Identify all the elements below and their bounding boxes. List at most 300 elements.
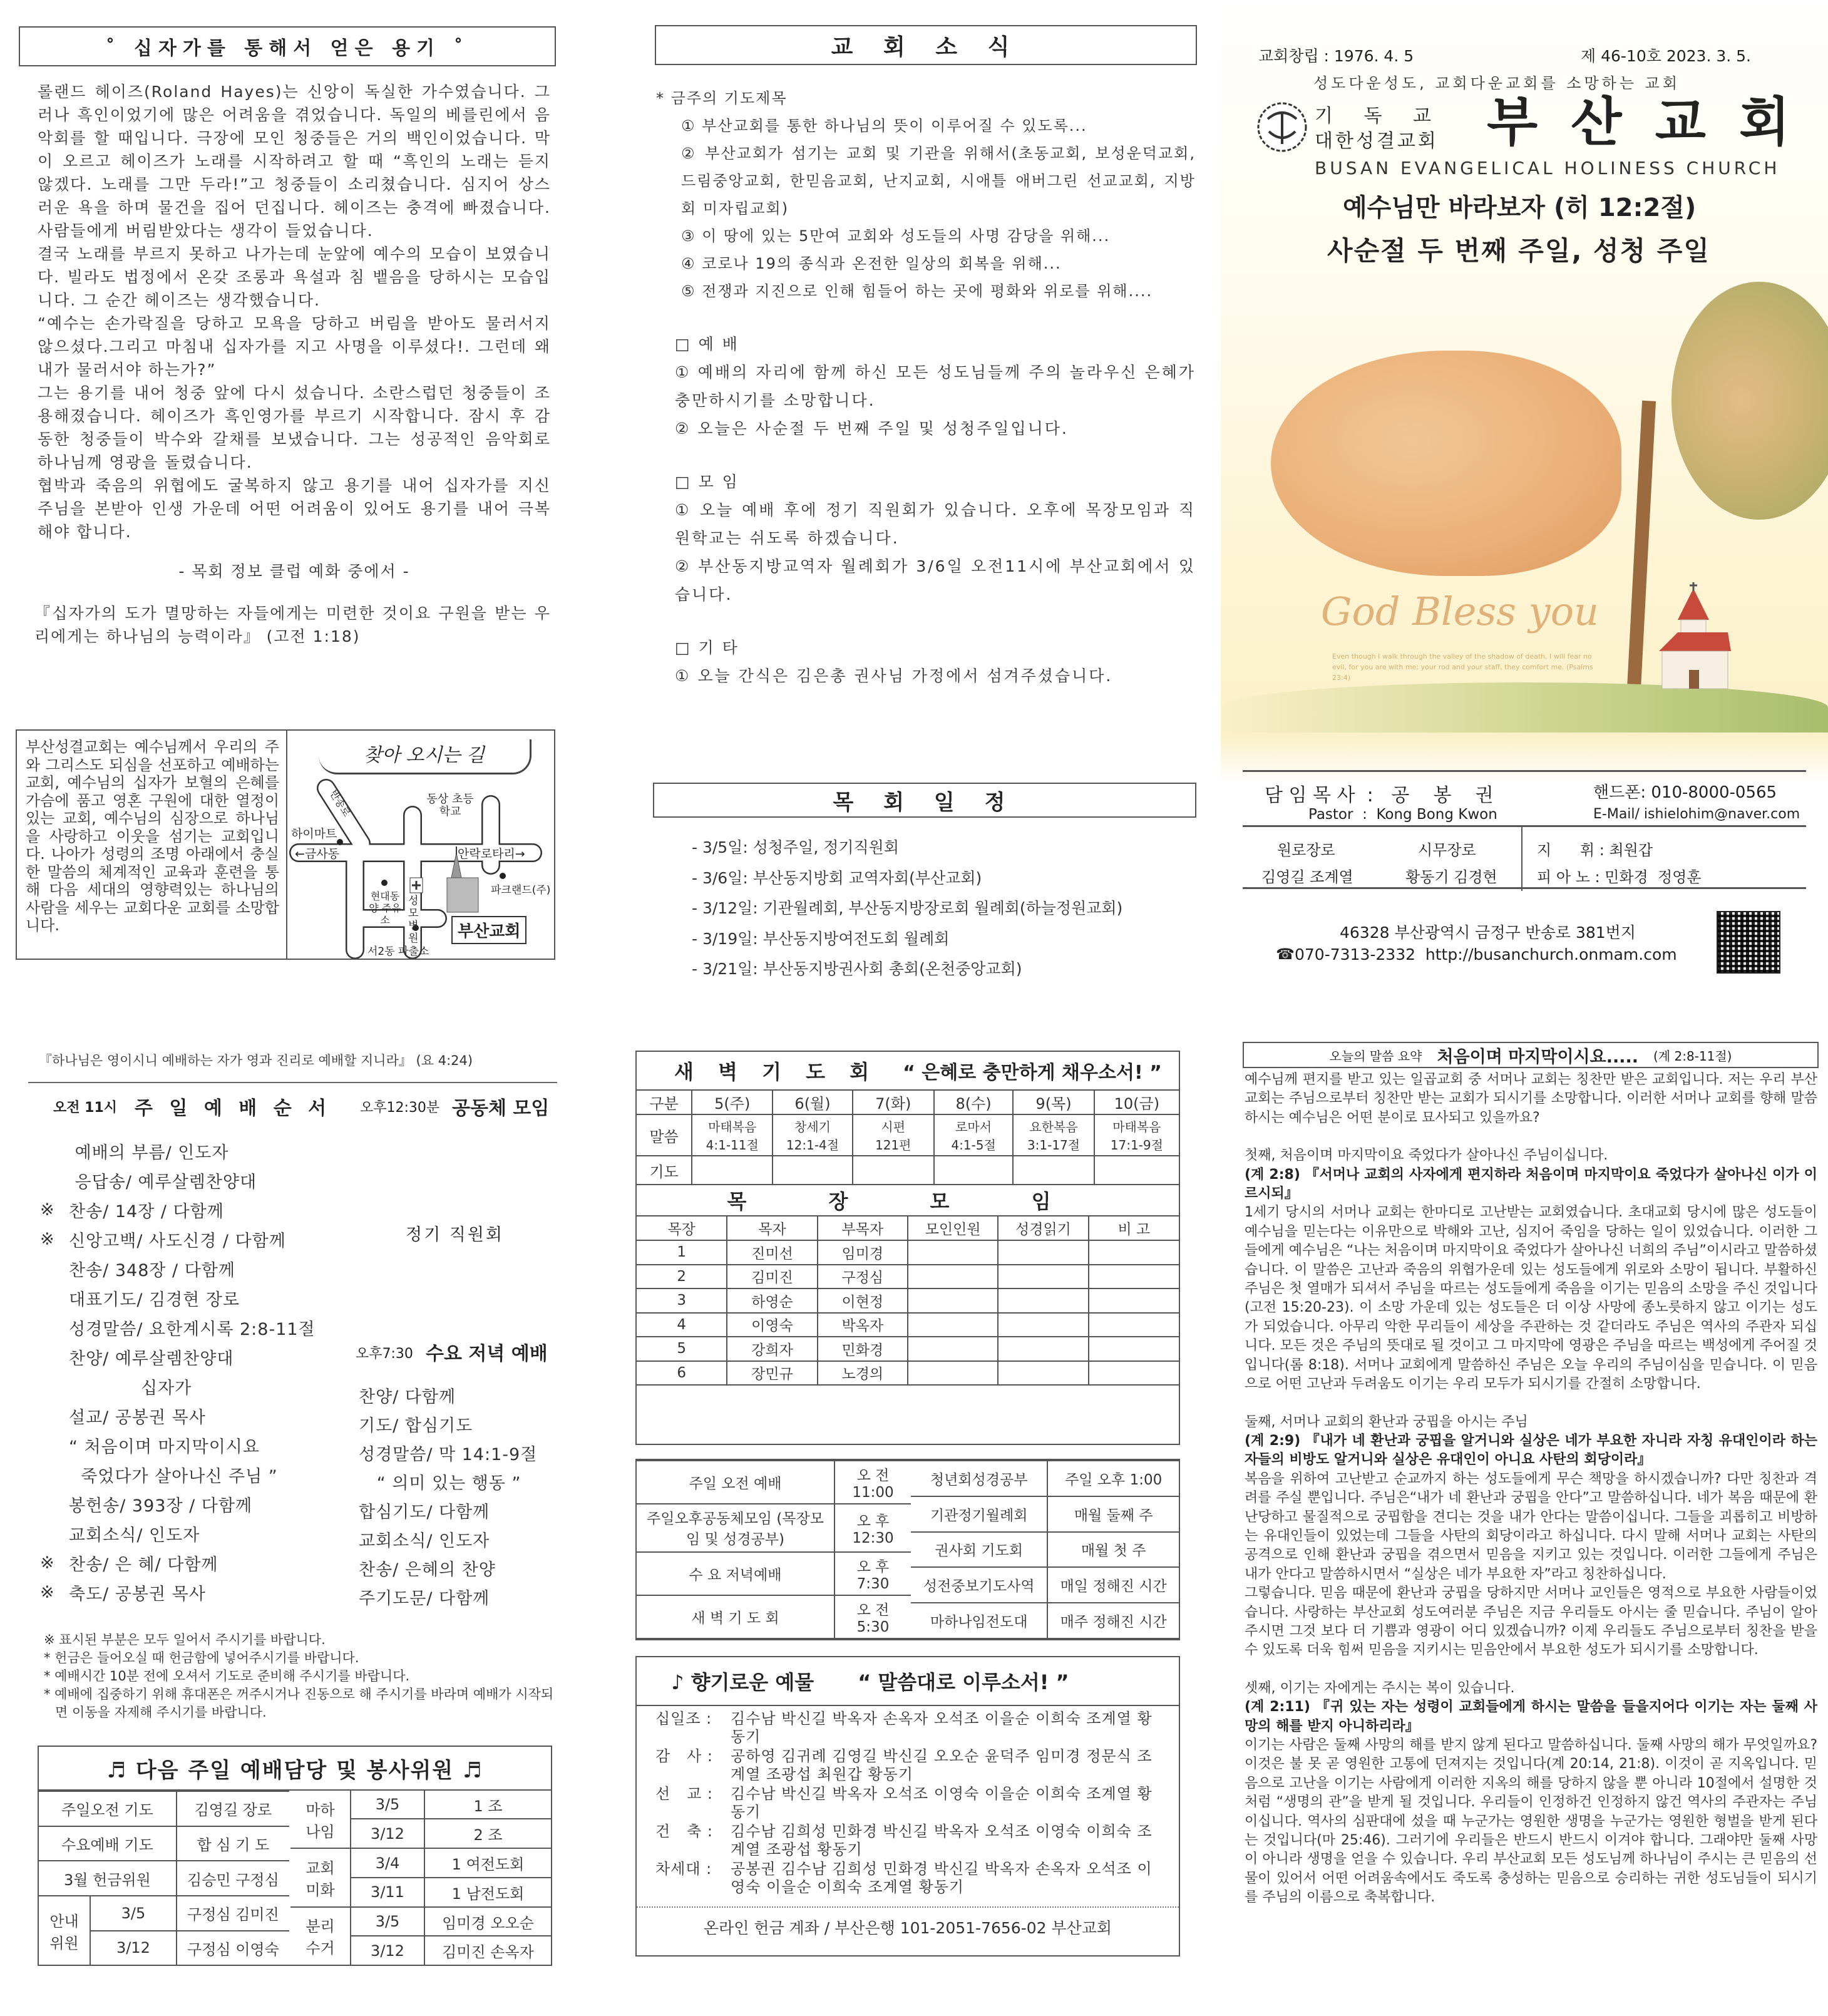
essay-paragraph: 협박과 죽음의 위협에도 굴복하지 않고 용기를 내어 십자가를 지신 주님을 본받아 인생 가운데 어떤 어려움이 있어도 용기를 내어 극복해야 합니다. bbox=[38, 476, 551, 541]
sermon-point-body: 이기는 사람은 둘째 사망의 해를 받지 않게 된다고 말씀하십니다. 둘째 사망의 해가 무엇일까요? 이것은 불 못 곧 영원한 고통에 던져지는 것입니다(계 20:14, 21:8). 이것이 곧 지옥입니다. 믿음으로 고난을 이기는 사람에게 이러한 지옥의 해를 당하지 않을 뿐 아니라 10절에서 설명한 것처럼 “생명의 관”을 받게 될 것입니다. 우리들이 인정하건 인정하지 않건 역사의 주관자는 주님이십니다. 역사의 심판대에 섰을 때 누군가는 영원한 생명을 누군가는 영원한 형벌을 받게 된다는 것입니다(마 25:46). 그러기에 우리들은 반드시 반드시 이겨야 합니다. 그래야만 둘째 사망이 아니라 생명을 얻을 수 있습니다. 우리 부산교회 모든 성도님께 하나님이 주시는 큰 믿음의 선물이 있어서 어떤 어려움속에서도 죽도록 충성하는 믿음으로 승리하는 귀한 성도님들이 되시기를 주님의 이름으로 축복합니다. bbox=[1245, 1737, 1817, 1906]
sermon-title: 처음이며 마지막이시요..... bbox=[1437, 1047, 1638, 1067]
offering-list bbox=[637, 1706, 1179, 1906]
order-item bbox=[38, 1578, 351, 1607]
order-item-text: 죽었다가 살아나신 주님 ” bbox=[69, 1467, 278, 1486]
offering-row-names: 김수남 박신길 박옥자 손옥자 오석조 이을순 이희숙 조계열 황동기 bbox=[731, 1710, 1153, 1746]
cell-row-cell bbox=[998, 1361, 1088, 1386]
wed-order-item: 교회소식/ 인도자 bbox=[359, 1531, 490, 1551]
dawn-header-cell: 10(금) bbox=[1094, 1091, 1179, 1114]
essay-paragraph: 그는 용기를 내어 청중 앞에 다시 섰습니다. 소란스럽던 청중들이 조용해졌습니다. 헤이즈가 흑인영가를 부르기 시작합니다. 잠시 후 감동한 청중들이 박수와 갈채를 보냈습니다. 그는 성공적인 음악회로 하나님께 영광을 돌렸습니다. bbox=[38, 384, 551, 471]
duty-cell: 2 조 bbox=[424, 1819, 551, 1848]
vision-map-box bbox=[16, 729, 555, 960]
qr-code-icon bbox=[1717, 911, 1780, 974]
cell-row-cell bbox=[998, 1288, 1088, 1313]
map-label-geumsa: ←금사동 bbox=[295, 847, 339, 861]
duty-cell: 구정심 이영숙 bbox=[177, 1931, 289, 1965]
sunday-service-time: 오전 11시 bbox=[53, 1100, 118, 1116]
duty-cell: 1 조 bbox=[424, 1791, 551, 1819]
founded-date: 교회창립 : 1976. 4. 5 bbox=[1258, 47, 1414, 65]
sunday-order bbox=[38, 1136, 351, 1607]
cell-row-cell: 진미선 bbox=[727, 1240, 817, 1265]
sermon-point-body: 1세기 당시의 서머나 교회는 한마디로 고난받는 교회였습니다. 초대교회 당시에 많은 성도들이 예수님을 믿는다는 이유만으로 박해와 고난, 심지어 죽임을 당하는 일이 있었습니다. 이러한 그들에게 예수님은 “나는 처음이며 마지막이요 죽었다가 살아나신 너희의 주님”이시라고 말씀하셨습니다. 이 말씀은 고난과 죽음의 위협가운데 있는 성도들에게 위로와 소망이 됩니다. 부활하신 주님은 첫 열매가 되셔서 주님을 따르는 성도들에게 죽음을 이기는 믿음의 소망을 주신 것입니다(고전 15:20-23). 이 소망 가운데 있는 성도들은 더 이상 사망에 종노릇하지 않고 이기는 성도가 되었습니다. 아무리 악한 무리들이 세상을 주관하는 것 같더라도 주님은 역사의 주관자 되십니다. 모든 것은 주님의 뜻대로 될 것이고 그 마지막에 영광은 주님을 따르는 백성에게 주어질 것입니다(롬 8:18). 서머나 교회에게 말씀하신 주님은 오늘 우리의 주님이심을 믿습니다. 이 믿음으로 어떤 고난과 두려움도 이기는 우리 모두가 되시기를 간절히 소망합니다. bbox=[1245, 1205, 1817, 1392]
duty-cell: 3/5 bbox=[90, 1896, 177, 1931]
sermon-point-heading: 첫째, 처음이며 마지막이요 죽었다가 살아나신 주님이십니다. bbox=[1245, 1148, 1608, 1164]
news-item: ② 부산동지방교역자 월례회가 3/6일 오전11시에 부산교회에서 있습니다. bbox=[675, 557, 1196, 604]
schedule-item: - 3/21일: 부산동지방권사회 총회(온천중앙교회) bbox=[692, 960, 1022, 978]
cell-header-cell: 부목자 bbox=[818, 1216, 908, 1240]
offering-row-label: 선 교 : bbox=[655, 1785, 713, 1803]
note-item: * 예배에 집중하기 위해 휴대폰은 꺼주시거나 진동으로 해 주시기를 바라며 예배가 시작되면 이동을 자제해 주시기를 바랍니다. bbox=[44, 1687, 554, 1720]
dawn-header-cell: 5(주) bbox=[692, 1091, 773, 1114]
duty-cell: 3/5 bbox=[351, 1791, 424, 1819]
wed-order-item: 기도/ 합심기도 bbox=[359, 1416, 473, 1436]
community-time: 오후12:30분 bbox=[360, 1100, 440, 1116]
times-row-cell: 마하나임전도대 bbox=[911, 1603, 1047, 1638]
duty-cell: 3/5 bbox=[351, 1907, 424, 1936]
hospital-icon bbox=[410, 878, 423, 893]
order-item-text: 신앙고백/ 사도신경 / 다함께 bbox=[69, 1232, 286, 1251]
spacer bbox=[1245, 1394, 1817, 1413]
times-row-cell: 매일 정해진 시간 bbox=[1047, 1567, 1179, 1603]
duty-cell: 3/12 bbox=[351, 1819, 424, 1848]
conductor: 지 휘 : 최원갑 bbox=[1537, 841, 1653, 859]
times-row-cell: 오 후 12:30 bbox=[834, 1504, 911, 1552]
duty-cell: 구정심 김미진 bbox=[177, 1896, 289, 1931]
prayer-topics bbox=[656, 85, 1196, 305]
map-label-hospital: 성모 병원 bbox=[408, 895, 419, 945]
cell-row-cell: 노경의 bbox=[818, 1361, 908, 1386]
section-heading: □ 모 임 bbox=[675, 473, 739, 491]
duty-cell: 합 심 기 도 bbox=[177, 1826, 289, 1861]
times-row-cell: 주일 오전 예배 bbox=[637, 1461, 834, 1504]
elder-emeritus-label: 원로장로 bbox=[1277, 841, 1335, 859]
times-row bbox=[911, 1496, 1179, 1532]
cell-row-cell: 6 bbox=[637, 1361, 727, 1386]
duty-group: 분리 수거 bbox=[290, 1907, 351, 1965]
map-label-himart: 하이마트 bbox=[291, 827, 337, 841]
wednesday-order bbox=[359, 1381, 565, 1611]
cover bbox=[1221, 0, 1828, 980]
news-section-meeting bbox=[675, 468, 1196, 609]
cell-table bbox=[637, 1216, 1179, 1386]
offering-box bbox=[635, 1656, 1180, 1957]
offering-row bbox=[655, 1823, 1160, 1859]
order-item-text: 찬송/ 348장 / 다함께 bbox=[69, 1261, 235, 1280]
church-logo bbox=[1255, 100, 1309, 154]
wed-order-item: 합심기도/ 다함께 bbox=[359, 1502, 490, 1522]
order-item-text: 찬송/ 은 혜/ 다함께 bbox=[69, 1555, 218, 1575]
map-title: 찾아 오시는 길 bbox=[319, 739, 531, 774]
map-label-parkland: 파크랜드(주) bbox=[491, 884, 551, 897]
dawn-subtitle: “ 은혜로 충만하게 채우소서! ” bbox=[903, 1062, 1162, 1084]
cell-row-cell: 임미경 bbox=[818, 1240, 908, 1265]
elder-active: 황동기 김경현 bbox=[1405, 868, 1497, 886]
dawn-header bbox=[637, 1091, 1179, 1114]
spacer bbox=[1245, 1128, 1817, 1146]
cell-row-cell: 김미진 bbox=[727, 1265, 817, 1289]
times-row-cell: 기관정기월례회 bbox=[911, 1496, 1047, 1532]
duty-group: 마하 나임 bbox=[290, 1791, 351, 1848]
order-item-text: 십자가 bbox=[69, 1379, 192, 1398]
church-address: 46328 부산광역시 금정구 반송로 381번지 bbox=[1340, 923, 1636, 942]
cell-row bbox=[637, 1313, 1179, 1337]
order-item bbox=[38, 1489, 351, 1519]
times-row bbox=[911, 1532, 1179, 1568]
duty-cell: 수요예배 기도 bbox=[39, 1826, 177, 1861]
order-item-mark: ※ bbox=[40, 1200, 55, 1220]
sermon-point-heading: 둘째, 서머나 교회의 환난과 궁핍을 아시는 주님 bbox=[1245, 1414, 1528, 1430]
sermon-label: 오늘의 말씀 요약 bbox=[1329, 1048, 1422, 1064]
duty-cell: 김승민 구정심 bbox=[177, 1861, 289, 1896]
dawn-title-row bbox=[637, 1052, 1179, 1091]
cell-row-cell: 5 bbox=[637, 1337, 727, 1361]
cell-row-cell bbox=[1089, 1361, 1179, 1386]
duty-cell: 1 여전도회 bbox=[424, 1848, 551, 1878]
cell-row-cell: 강희자 bbox=[727, 1337, 817, 1361]
essay-title: ˚ 십자가를 통해서 얻은 용기 ˚ bbox=[19, 26, 556, 66]
order-item bbox=[38, 1460, 351, 1489]
order-item-text: 축도/ 공봉권 목사 bbox=[69, 1585, 206, 1604]
dawn-prayer-cell bbox=[692, 1156, 773, 1185]
note-item: * 예배시간 10분 전에 오셔서 기도로 준비해 주시기를 바랍니다. bbox=[44, 1669, 410, 1684]
elder-active-label: 시무장로 bbox=[1418, 841, 1476, 859]
times-row-cell: 성전중보기도사역 bbox=[911, 1567, 1047, 1603]
news-section-etc bbox=[675, 634, 1196, 690]
spacer bbox=[1245, 1660, 1817, 1679]
order-item bbox=[38, 1431, 351, 1460]
news-column bbox=[656, 85, 1196, 690]
order-item bbox=[38, 1401, 351, 1431]
order-item-text: 응답송/ 예루살렘찬양대 bbox=[69, 1173, 257, 1192]
dawn-word-label: 말씀 bbox=[637, 1114, 692, 1156]
order-item bbox=[38, 1548, 351, 1578]
worship-verse: 『하나님은 영이시니 예배하는 자가 영과 진리로 예배할 지니라』 (요 4:24) bbox=[39, 1053, 473, 1068]
duty-cell: 안내 위원 bbox=[39, 1896, 90, 1965]
tree-canopy bbox=[1271, 351, 1621, 576]
offering-row-label: 십일조 : bbox=[655, 1710, 712, 1727]
cell-row-cell bbox=[1089, 1288, 1179, 1313]
sermon-point-body: 복음을 위하여 고난받고 순교까지 하는 성도들에게 무슨 책망을 하시겠습니까? 다만 칭찬과 격려를 주실 뿐입니다. 주님은“내가 네 환난과 궁핍을 안다”고 말씀하십니다. 네가 복음 때문에 환난당하고 물질적으로 궁핍함을 견디는 것을 내가 안다는 말씀이십니다. 그들을 괴롭히고 비방하는 유대인들이 있었는데 그들을 사탄의 회당이라고 하십니다. 다시 말해 서머나 교회는 사탄의 공격으로 인해 환난과 궁핍을 겪으면서 믿음을 지키고 있는 것입니다. 이러한 그들에게 주님은 내가 안다고 말씀하시면서 “실상은 네가 부요한 자”라고 칭찬하십니다. bbox=[1245, 1471, 1817, 1582]
times-row bbox=[637, 1504, 911, 1552]
section-heading: □ 기 타 bbox=[675, 639, 739, 657]
news-item: ② 오늘은 사순절 두 번째 주일 및 성청주일입니다. bbox=[675, 419, 1069, 438]
monthly-theme: 예수님만 바라보자 (히 12:2절) bbox=[1343, 193, 1697, 222]
order-item-text: 설교/ 공봉권 목사 bbox=[69, 1408, 206, 1427]
order-item-text: 봉헌송/ 393장 / 다함께 bbox=[69, 1496, 253, 1516]
tree-leaves bbox=[1671, 282, 1828, 520]
schedule-item: - 3/6일: 부산동지방회 교역자회(부산교회) bbox=[692, 868, 982, 887]
times-row bbox=[637, 1552, 911, 1595]
cell-row-cell bbox=[998, 1337, 1088, 1361]
essay-paragraph: “예수는 손가락질을 당하고 모욕을 당하고 버림을 받아도 물러서지 않으셨다.그리고 마침내 십자가를 지고 사명을 이루셨다!. 그런데 왜 내가 물러서야 하는가?” bbox=[38, 314, 551, 379]
dawn-prayer-row bbox=[637, 1156, 1179, 1185]
cell-header-cell: 모인인원 bbox=[908, 1216, 998, 1240]
news-item: ① 오늘 간식은 김은총 권사님 가정에서 섬겨주셨습니다. bbox=[675, 667, 1113, 685]
cell-row-cell bbox=[1089, 1265, 1179, 1289]
map-label-road: 반송로 bbox=[327, 788, 353, 819]
map-label-school: 동상 초등학교 bbox=[426, 793, 474, 818]
times-row bbox=[637, 1595, 911, 1638]
order-item-text: “ 처음이며 마지막이시요 bbox=[69, 1437, 260, 1457]
phone-icon: ☎ bbox=[1276, 945, 1295, 963]
cell-header-cell: 목장 bbox=[637, 1216, 727, 1240]
gas-marker bbox=[381, 880, 388, 886]
duty-group: 교회 미화 bbox=[290, 1848, 351, 1907]
dawn-prayer-cell bbox=[934, 1156, 1013, 1185]
cell-row-cell bbox=[998, 1265, 1088, 1289]
schedule-item: - 3/12일: 기관월례회, 부산동지방장로회 월례회(하늘정원교회) bbox=[692, 899, 1123, 917]
times-row-cell: 수 요 저녁예배 bbox=[637, 1552, 834, 1595]
offering-title-row bbox=[637, 1657, 1179, 1706]
blessing-script: God Bless you bbox=[1321, 589, 1599, 634]
sermon-point-verse: (계 2:11) 『귀 있는 자는 성령이 교회들에게 하시는 말씀을 들을지어다 이기는 자는 둘째 사망의 해를 받지 아니하리라』 bbox=[1245, 1699, 1817, 1734]
times-row bbox=[637, 1461, 911, 1504]
duty-table bbox=[38, 1746, 552, 1966]
sermon-intro: 예수님께 편지를 받고 있는 일곱교회 중 서머나 교회는 칭찬만 받은 교회입니다. 저는 우리 부산교회는 주님으로부터 칭찬만 받는 교회가 되시기를 소망합니다. 이러한 서머나 교회를 향해 말씀하시는 예수님은 어떤 분이로 묘사되고 있을까요? bbox=[1245, 1072, 1817, 1126]
essay-source: - 목회 정보 클럽 예화 중에서 - bbox=[178, 562, 410, 580]
offering-account: 온라인 헌금 계좌 / 부산은행 101-2051-7656-02 부산교회 bbox=[637, 1906, 1179, 1947]
english-name: BUSAN EVANGELICAL HOLINESS CHURCH bbox=[1315, 158, 1780, 178]
duty-cell: 3/12 bbox=[351, 1936, 424, 1965]
times-right-table bbox=[911, 1460, 1179, 1639]
vision-text: 부산성결교회는 예수님께서 우리의 주와 그리스도 되심을 선포하고 예배하는 교회, 예수님의 십자가 보혈의 은혜를 가슴에 품고 영혼 구원에 대한 열정이 있는 교회, 예수님의 심장으로 하나님을 사랑하고 이웃을 섬기는 교회입니다. 나아가 성령의 조명 아래에서 충실한 말씀의 체계적인 교육과 훈련을 통해 다음 세대의 영향력있는 하나님의 사람을 세우는 교회다운 교회를 소망합니다. bbox=[26, 738, 279, 934]
cell-row bbox=[637, 1240, 1179, 1265]
cell-row-cell bbox=[1089, 1240, 1179, 1265]
cell-row-cell: 1 bbox=[637, 1240, 727, 1265]
dawn-header-cell: 9(목) bbox=[1013, 1091, 1094, 1114]
order-item bbox=[38, 1519, 351, 1548]
wed-order-item: 찬송/ 은혜의 찬양 bbox=[359, 1560, 496, 1580]
order-item bbox=[38, 1254, 351, 1283]
issue-number: 제 46-10호 2023. 3. 5. bbox=[1581, 47, 1752, 65]
prayer-item: ① 부산교회를 통한 하나님의 뜻이 이루어질 수 있도록... bbox=[681, 117, 1087, 135]
offering-row bbox=[655, 1710, 1160, 1746]
times-row bbox=[911, 1461, 1179, 1496]
times-row bbox=[911, 1567, 1179, 1603]
cell-row-cell bbox=[1089, 1313, 1179, 1337]
note-item: * 헌금은 들어오실 때 헌금함에 넣어주시기를 바랍니다. bbox=[44, 1650, 359, 1665]
times-row bbox=[911, 1603, 1179, 1638]
cell-row bbox=[637, 1288, 1179, 1313]
order-item bbox=[38, 1195, 351, 1225]
cell-row bbox=[637, 1361, 1179, 1386]
schedule-item: - 3/19일: 부산동지방여전도회 월례회 bbox=[692, 929, 950, 948]
pianist: 피 아 노 : 민화경 정영훈 bbox=[1537, 868, 1702, 886]
times-row-cell: 새 벽 기 도 회 bbox=[637, 1595, 834, 1638]
times-row-cell: 매주 정해진 시간 bbox=[1047, 1603, 1179, 1638]
times-left-table bbox=[637, 1460, 911, 1639]
community-title: 공동체 모임 bbox=[452, 1098, 550, 1119]
divider bbox=[1521, 827, 1522, 891]
times-box bbox=[635, 1459, 1180, 1640]
sermon-point-body: 그렇습니다. 믿음 때문에 환난과 궁핍을 당하지만 서머나 교인들은 영적으로 부요한 사람들이었습니다. 사랑하는 부산교회 성도여러분 주님은 지금 우리들도 아시는 줄 믿습니다. 주님이 알아주시면 그것 보다 더 기쁨과 영광이 어디 있겠습니까? 이제 우리들도 주님으로부터 칭찬을 받을 수 있도록 더욱 힘써 믿음을 지키시는 믿음안에서 부요한 성도가 되시기를 소망합니다. bbox=[1245, 1585, 1817, 1659]
dawn-word-row bbox=[637, 1114, 1179, 1156]
pastor-email: E-Mail/ ishielohim@naver.com bbox=[1593, 806, 1800, 822]
cell-row-cell bbox=[908, 1361, 998, 1386]
order-item-text: 찬송/ 14장 / 다함께 bbox=[69, 1202, 224, 1221]
psalm-text: Even though I walk through the valley of the shadow of death, I will fear no evil, for you are with me; your rod and your staff, they comfort me. (Psalms 23:4) bbox=[1332, 652, 1593, 682]
offering-row-label: 감 사 : bbox=[655, 1747, 713, 1765]
wed-order-item: 성경말씀/ 막 14:1-9절 bbox=[359, 1444, 538, 1464]
news-title: 교 회 소 식 bbox=[655, 25, 1197, 65]
cell-row bbox=[637, 1337, 1179, 1361]
dawn-prayer-cell bbox=[1094, 1156, 1179, 1185]
news-sections bbox=[656, 330, 1196, 690]
dawn-header-cell: 8(수) bbox=[934, 1091, 1013, 1114]
times-row-cell: 오 후 7:30 bbox=[834, 1552, 911, 1595]
cell-row-cell: 2 bbox=[637, 1265, 727, 1289]
duty-title: ♬ 다음 주일 예배담당 및 봉사위원 ♬ bbox=[39, 1747, 551, 1791]
cell-row-cell: 이영숙 bbox=[727, 1313, 817, 1337]
times-row-cell: 주일오후공동체모임 (목장모임 및 성경공부) bbox=[637, 1504, 834, 1552]
parkland-marker bbox=[500, 873, 506, 879]
cell-row-cell bbox=[998, 1313, 1088, 1337]
offering-subtitle: “ 말씀대로 이루소서! ” bbox=[858, 1670, 1069, 1694]
sunday-title: 사순절 두 번째 주일, 성청 주일 bbox=[1327, 235, 1710, 266]
news-section-worship bbox=[675, 330, 1196, 443]
map-label-police: 서2동 파출소 bbox=[367, 945, 429, 958]
pastor-english: Pastor : Kong Bong Kwon bbox=[1308, 806, 1497, 823]
ground bbox=[1221, 682, 1828, 733]
map bbox=[287, 731, 554, 959]
cell-header-cell: 목자 bbox=[727, 1216, 817, 1240]
cell-row-cell bbox=[908, 1265, 998, 1289]
order-item-text: 찬양/ 예루살렘찬양대 bbox=[69, 1349, 234, 1369]
offering-row-names: 공봉권 김수남 김희성 민화경 박신길 박옥자 손옥자 오석조 이영숙 이을순 이희숙 조계열 황동기 bbox=[731, 1860, 1153, 1896]
order-item bbox=[38, 1225, 351, 1254]
offering-row-label: 차세대 : bbox=[655, 1860, 712, 1878]
prayer-item: ③ 이 땅에 있는 5만여 교회와 성도들의 사명 감당을 위해... bbox=[681, 227, 1111, 245]
sermon-title-box bbox=[1243, 1042, 1819, 1068]
times-row-cell: 권사회 기도회 bbox=[911, 1532, 1047, 1568]
prayer-item: ⑤ 전쟁과 지진으로 인해 힘들어 하는 곳에 평화와 위로를 위해.... bbox=[681, 282, 1153, 300]
dawn-cell-box bbox=[635, 1051, 1180, 1445]
sermon-body bbox=[1245, 1071, 1817, 1908]
essay-paragraph: 롤랜드 헤이즈(Roland Hayes)는 신앙이 독실한 가수였습니다. 그러나 흑인이었기에 많은 어려움을 겪었습니다. 독일의 베를린에서 음악회를 할 때입니다. 극장에 모인 청중들은 거의 백인이었습니다. 막이 오르고 헤이즈가 노래를 시작하려고 할 때 “흑인의 노래는 듣지 않겠다. 노래를 그만 두라!”고 청중들이 소리쳤습니다. 심지어 상스러운 욕을 하며 물건을 집어 던집니다. 헤이즈는 충격에 빠졌습니다. 사람들에게 버림받았다는 생각이 들었습니다. bbox=[38, 83, 551, 240]
duty-cell: 3/4 bbox=[351, 1848, 424, 1878]
wed-order-item: 주기도문/ 다함께 bbox=[359, 1588, 490, 1608]
order-item-mark: ※ bbox=[40, 1553, 55, 1573]
cell-row-cell bbox=[1089, 1337, 1179, 1361]
cell-row-cell: 3 bbox=[637, 1288, 727, 1313]
cell-row-cell: 4 bbox=[637, 1313, 727, 1337]
duty-cell: 김미진 손옥자 bbox=[424, 1936, 551, 1965]
order-item-text: 교회소식/ 인도자 bbox=[69, 1526, 200, 1545]
dawn-word: 요한복음 3:1-17절 bbox=[1013, 1114, 1094, 1156]
dawn-prayer-cell bbox=[853, 1156, 934, 1185]
duty-cell: 임미경 오오순 bbox=[424, 1907, 551, 1936]
order-item bbox=[38, 1342, 351, 1372]
cell-row-cell bbox=[908, 1288, 998, 1313]
dawn-word: 창세기 12:1-4절 bbox=[773, 1114, 852, 1156]
sermon-reference: (계 2:8-11절) bbox=[1653, 1048, 1732, 1064]
sermon-point-verse: (계 2:9) 『내가 네 환난과 궁핍을 알거니와 실상은 네가 부요한 자니라 자칭 유대인이라 하는 자들의 비방도 알거니와 실상은 유대인이 아니요 사탄의 회당이라』 bbox=[1245, 1432, 1817, 1468]
note-item: ※ 표시된 부분은 모두 일어서 주시기를 바랍니다. bbox=[44, 1632, 326, 1647]
cell-row-cell: 장민규 bbox=[727, 1361, 817, 1386]
dawn-prayer-label: 기도 bbox=[637, 1156, 692, 1185]
times-row-cell: 매월 둘째 주 bbox=[1047, 1496, 1179, 1532]
times-row-cell: 오 전 5:30 bbox=[834, 1595, 911, 1638]
order-item-text: 대표기도/ 김경현 장로 bbox=[69, 1290, 240, 1310]
cell-header-cell: 비 고 bbox=[1089, 1216, 1179, 1240]
dawn-word: 마태복음 17:1-9절 bbox=[1094, 1114, 1179, 1156]
offering-row bbox=[655, 1785, 1160, 1821]
essay-body bbox=[34, 80, 551, 648]
essay-paragraph: 결국 노래를 부르지 못하고 나가는데 눈앞에 예수의 모습이 보였습니다. 빌라도 법정에서 온갖 조롱과 욕설과 침 뱉음을 당하시는 모습입니다. 그 순간 헤이즈는 생각했습니다. bbox=[38, 245, 551, 309]
times-row-cell: 오 전 11:00 bbox=[834, 1461, 911, 1504]
dawn-header-cell: 6(월) bbox=[773, 1091, 852, 1114]
section-heading: □ 예 배 bbox=[675, 335, 739, 353]
denomination-line2: 대한성결교회 bbox=[1315, 130, 1439, 152]
order-item-mark: ※ bbox=[40, 1583, 55, 1602]
church-motto: 성도다운성도, 교회다운교회를 소망하는 교회 bbox=[1313, 75, 1681, 92]
offering-title: ♪ 향기로운 예물 bbox=[671, 1670, 814, 1694]
duty-right-table bbox=[290, 1791, 551, 1965]
duty-cell: 3/11 bbox=[351, 1878, 424, 1907]
dawn-word: 마태복음 4:1-11절 bbox=[692, 1114, 773, 1156]
map-label-anrak: 안락로타리→ bbox=[458, 847, 525, 861]
dawn-header-cell: 7(화) bbox=[853, 1091, 934, 1114]
sermon-point-heading: 셋째, 이기는 자에게는 주시는 복이 있습니다. bbox=[1245, 1680, 1515, 1696]
pastor-phone: 핸드폰: 010-8000-0565 bbox=[1593, 783, 1777, 802]
times-row-cell: 청년회성경공부 bbox=[911, 1461, 1047, 1496]
order-item bbox=[38, 1136, 351, 1166]
wed-order-item: 찬양/ 다함께 bbox=[359, 1387, 456, 1407]
news-item: ① 예배의 자리에 함께 하신 모든 성도님들께 주의 놀라우신 은혜가 충만하시기를 소망합니다. bbox=[675, 363, 1196, 409]
dawn-title: 새 벽 기 도 회 bbox=[674, 1060, 878, 1084]
cell-row-cell bbox=[908, 1313, 998, 1337]
pastor-name: 담 임 목 사 : 공 봉 권 bbox=[1265, 784, 1494, 806]
cell-row-cell: 구정심 bbox=[818, 1265, 908, 1289]
essay-verse: 『십자가의 도가 멸망하는 자들에게는 미련한 것이요 구원을 받는 우리에게는 하나님의 능력이라』 (고전 1:18) bbox=[34, 604, 551, 645]
order-item-text: 예배의 부름/ 인도자 bbox=[69, 1143, 229, 1163]
cell-title: 목 장 모 임 bbox=[637, 1185, 1179, 1216]
church-name: 부 산 교 회 bbox=[1487, 91, 1798, 153]
order-item bbox=[38, 1313, 351, 1342]
offering-row-names: 공하영 김귀례 김영길 박신길 오오순 윤덕주 임미경 정문식 조계열 조광섭 최원갑 황동기 bbox=[731, 1747, 1153, 1783]
dawn-prayer-cell bbox=[773, 1156, 852, 1185]
cell-row-cell: 민화경 bbox=[818, 1337, 908, 1361]
dawn-header-cell: 구분 bbox=[637, 1091, 692, 1114]
duty-cell: 주일오전 기도 bbox=[39, 1791, 177, 1826]
order-item-text: 성경말씀/ 요한계시록 2:8-11절 bbox=[69, 1320, 316, 1339]
elder-emeritus: 김영길 조계열 bbox=[1261, 868, 1353, 886]
schedule-item: - 3/5일: 성청주일, 정기직원회 bbox=[692, 838, 899, 856]
order-item-mark: ※ bbox=[40, 1230, 55, 1249]
wed-order-item: “ 의미 있는 행동 ” bbox=[359, 1473, 521, 1493]
dawn-prayer-cell bbox=[1013, 1156, 1094, 1185]
prayer-item: ④ 코로나 19의 종식과 온전한 일상의 회복을 위해... bbox=[681, 255, 1062, 272]
cell-row-cell bbox=[908, 1240, 998, 1265]
dawn-table bbox=[637, 1091, 1179, 1185]
tree-trunk bbox=[1626, 401, 1656, 714]
cell-header-cell: 성경읽기 bbox=[998, 1216, 1088, 1240]
cell-row bbox=[637, 1265, 1179, 1289]
offering-row-names: 김수남 박신길 박옥자 오석조 이영숙 이을순 이희숙 조계열 황동기 bbox=[731, 1785, 1153, 1821]
church-illustration-icon bbox=[1653, 582, 1734, 701]
map-label-church: 부산교회 bbox=[451, 916, 526, 944]
times-row-cell: 주일 오후 1:00 bbox=[1047, 1461, 1179, 1496]
offering-row-names: 김수남 김희성 민화경 박신길 박옥자 오석조 이영숙 이희숙 조계열 조광섭 황동기 bbox=[731, 1823, 1153, 1858]
order-item bbox=[38, 1283, 351, 1313]
offering-row bbox=[655, 1747, 1160, 1784]
divider bbox=[28, 1082, 557, 1083]
map-label-gas: 현대동양 주유소 bbox=[369, 890, 401, 926]
offering-row-label: 건 축 : bbox=[655, 1823, 713, 1840]
duty-cell: 3월 헌금위원 bbox=[39, 1861, 177, 1896]
dawn-word: 시편 121편 bbox=[853, 1114, 934, 1156]
duty-left-table bbox=[39, 1791, 289, 1965]
